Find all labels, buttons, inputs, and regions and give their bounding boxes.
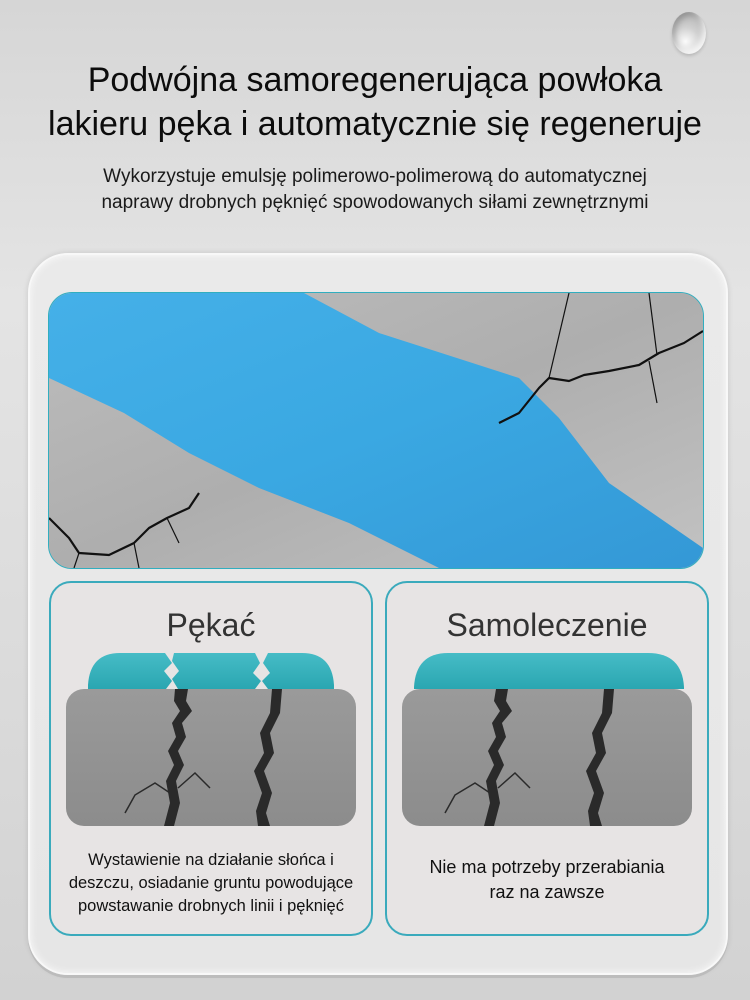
description-line: raz na zawsze xyxy=(489,882,605,902)
water-droplet-decoration xyxy=(672,12,706,54)
page-subtitle xyxy=(0,164,750,216)
subtitle-line-1: Wykorzystuje emulsję polimerowo-polimerową do automatycznej xyxy=(103,166,647,187)
healed-coating-diagram xyxy=(396,653,698,828)
coating-over-concrete-illustration xyxy=(49,293,703,568)
description-line: Wystawienie na działanie słońca i xyxy=(88,851,334,869)
card-title-cracked: Pękać xyxy=(166,607,256,643)
hero-image xyxy=(48,292,704,569)
title-line-2: lakieru pęka i automatycznie się regeneruje xyxy=(48,105,702,143)
card-cracked xyxy=(49,581,373,936)
card-self-healing xyxy=(385,581,709,936)
title-line-1: Podwójna samoregenerująca powłoka xyxy=(87,61,663,99)
card-description-cracked xyxy=(57,849,365,918)
description-line: Nie ma potrzeby przerabiania xyxy=(429,857,665,877)
card-description-self-healing xyxy=(393,855,701,905)
description-line: powstawanie drobnych linii i pęknięć xyxy=(78,897,344,915)
page-title xyxy=(0,58,750,146)
description-line: deszczu, osiadanie gruntu powodujące xyxy=(68,874,354,892)
subtitle-line-2: naprawy drobnych pęknięć spowodowanych siłami zewnętrznymi xyxy=(101,192,649,213)
cracked-coating-diagram xyxy=(60,653,362,828)
card-title-self-healing: Samoleczenie xyxy=(446,607,648,643)
